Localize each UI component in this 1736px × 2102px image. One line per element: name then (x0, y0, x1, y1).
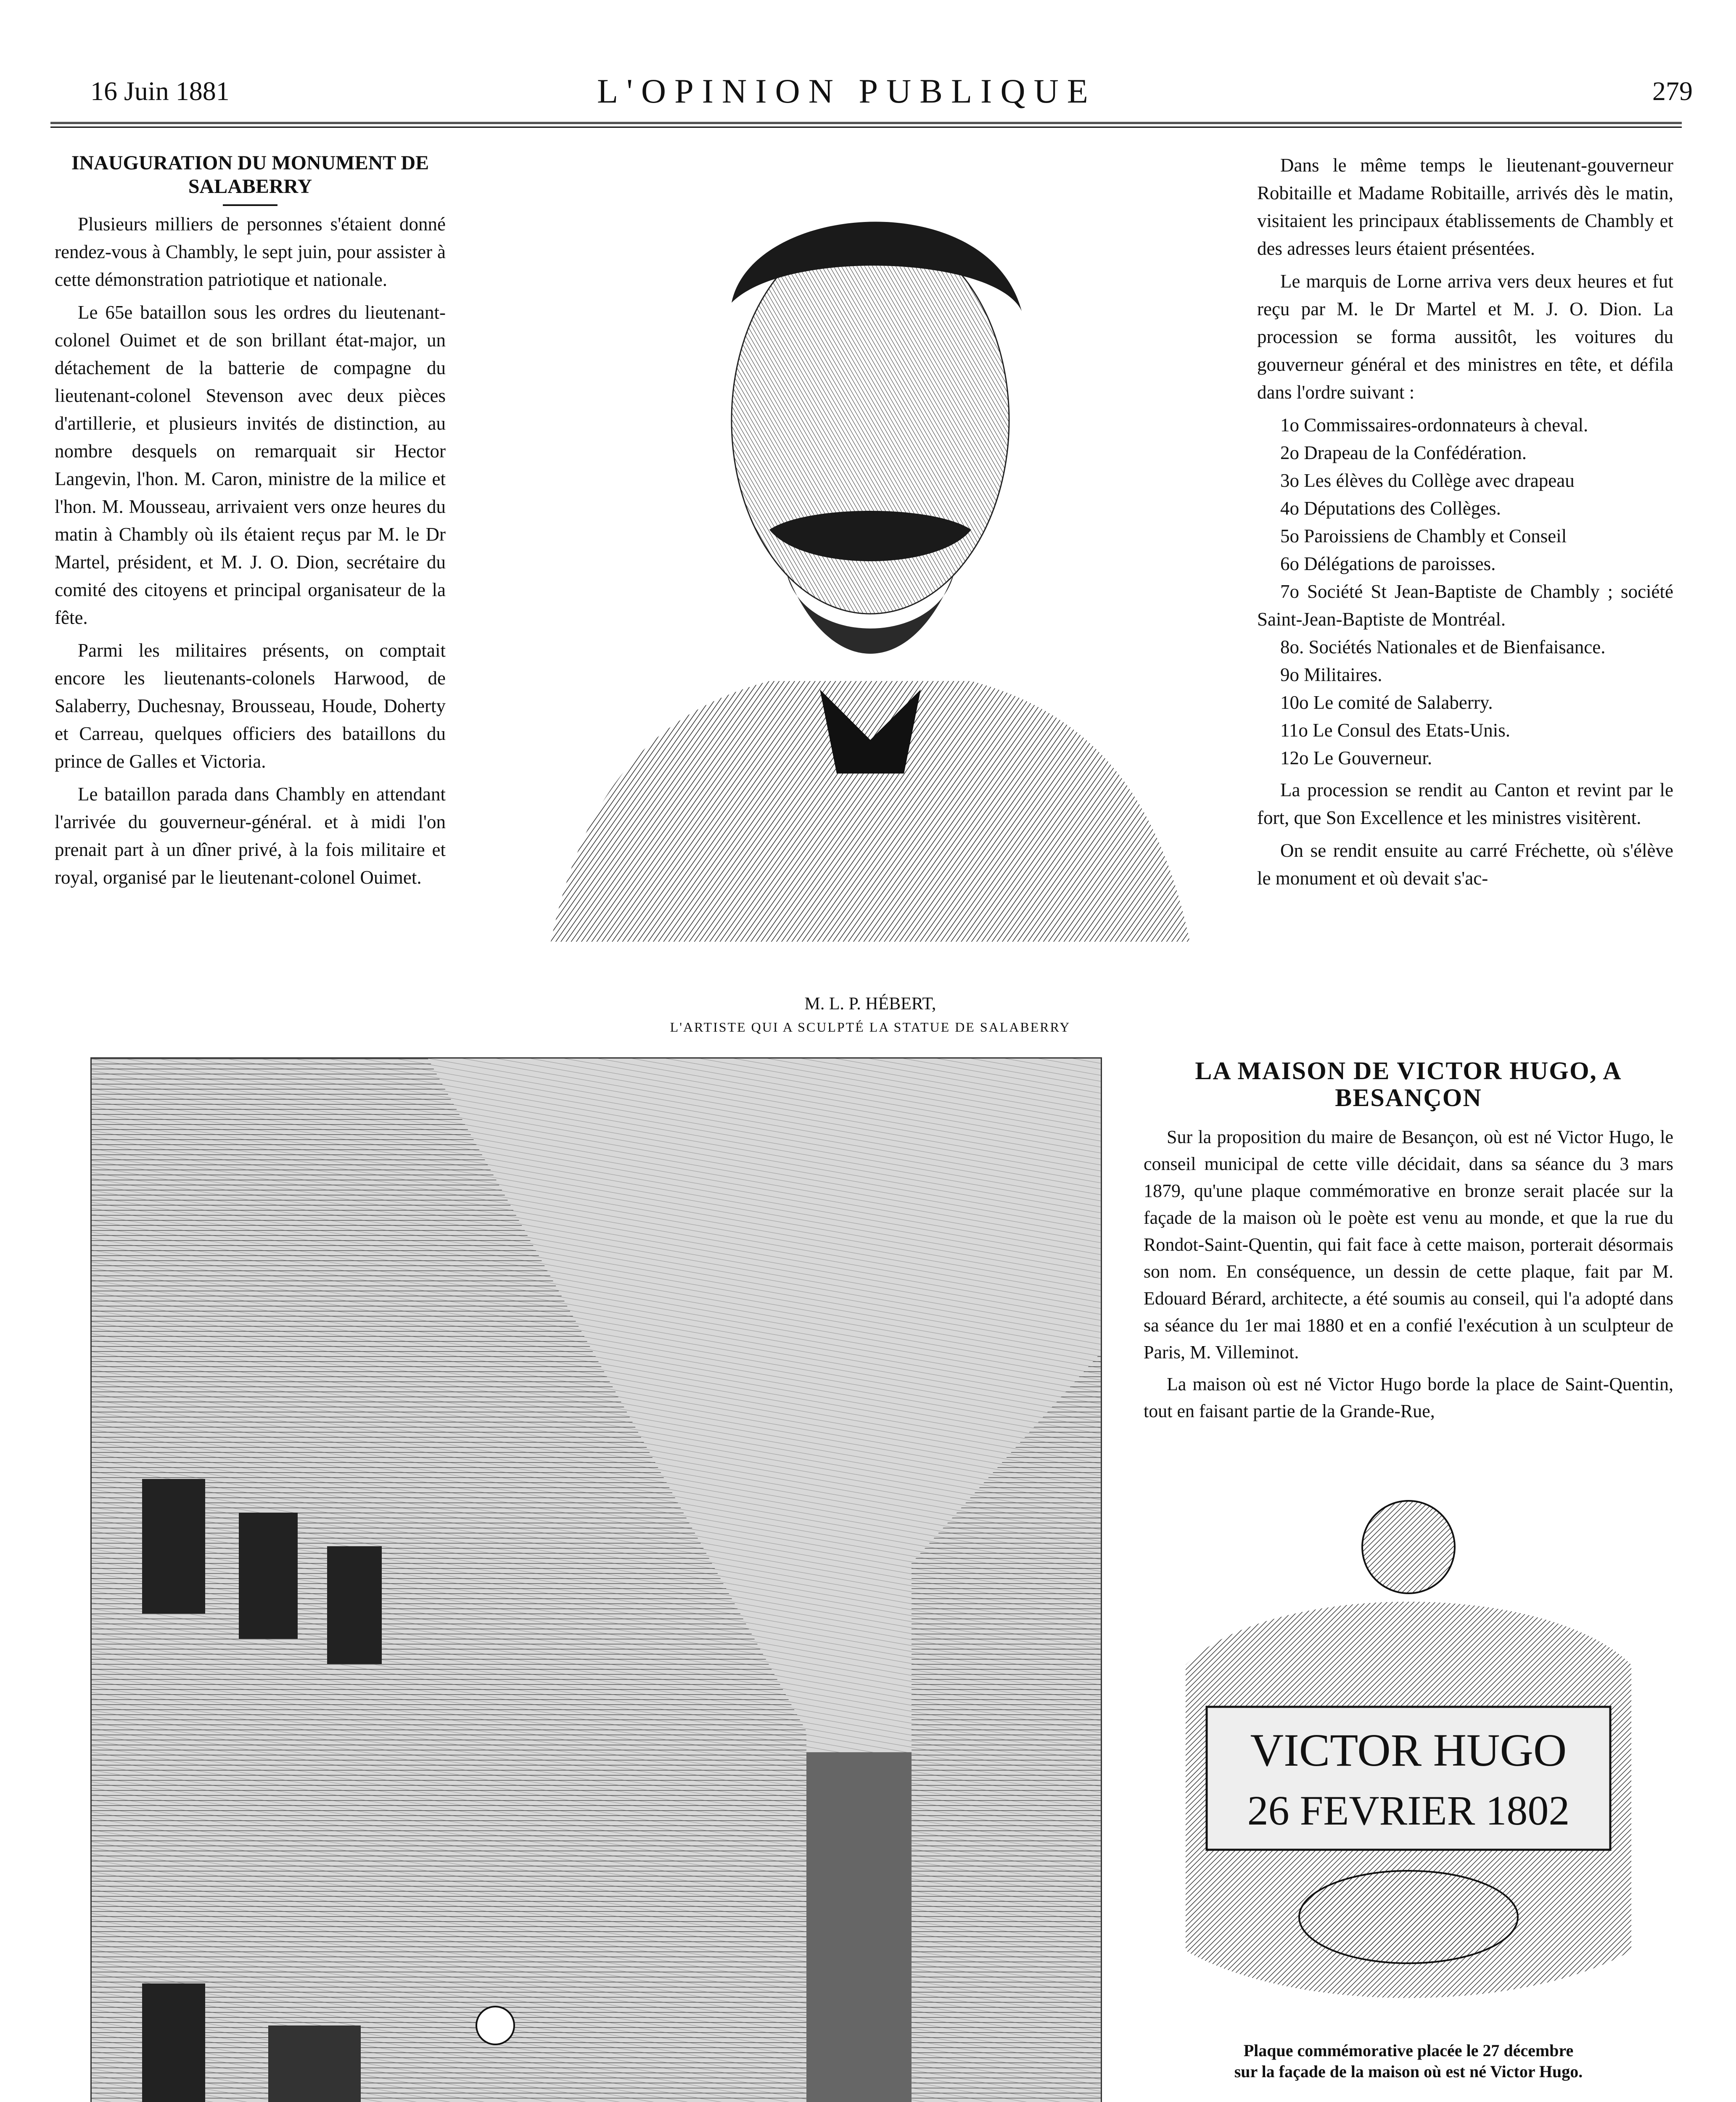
portrait-figure (534, 151, 1207, 975)
paragraph: Parmi les militaires présents, on comptait encore les lieutenants-colonels Harwood, de Salaberry, Duchesnay, Brousseau, Houde, Doherty et Carreau, quelques officiers des bataillons du prince de Galles et Victoria. (55, 640, 446, 772)
list-item: 2o Drapeau de la Confédération. (1280, 442, 1527, 463)
heading-divider (223, 204, 277, 206)
paragraph: Plusieurs milliers de personnes s'étaient donné rendez-vous à Chambly, le sept juin, pour assister à cette démonstration patriotique et nationale. (55, 214, 446, 290)
plaque-inscription-name: VICTOR HUGO (1250, 1724, 1567, 1776)
street-engraving (90, 1057, 1102, 2102)
list-item: 9o Militaires. (1280, 664, 1382, 685)
article-salaberry-column-right (1257, 151, 1673, 897)
issue-date: 16 Juin 1881 (90, 76, 230, 106)
street-scene (92, 1059, 1101, 2102)
paragraph: Le 65e bataillon sous les ordres du lieutenant-colonel Ouimet et de son brillant état-major, un détachement de la batterie de compagne du lieutenant-colonel Stevenson avec deux pièces d'artillerie, et plusieurs invités de distinction, au nombre desquels on remarquait sir Hector Langevin, l'hon. M. Caron, ministre de la milice et l'hon. M. Mousseau, arrivaient vers onze heures du matin à Chambly où ils étaient reçus par M. le Dr Martel, président, et M. J. O. Dion, secrétaire du comité des citoyens et principal organisateur de la fête. (55, 302, 446, 628)
page-number: 279 (1652, 76, 1693, 106)
paragraph: Dans le même temps le lieutenant-gouverneur Robitaille et Madame Robitaille, arrivés dès le matin, visitaient les principaux établissements de Chambly et des adresses leurs étaient présentées. (1257, 155, 1673, 259)
list-item: 6o Délégations de paroisses. (1280, 553, 1496, 574)
plaque-figure (1144, 1455, 1673, 2035)
portrait-caption-name: M. L. P. HÉBERT, (804, 994, 936, 1014)
article-victor-hugo-upper (1144, 1057, 1673, 1430)
list-item: 3o Les élèves du Collège avec drapeau (1280, 470, 1575, 491)
procession-list (1257, 411, 1673, 772)
article-heading: LA MAISON DE VICTOR HUGO, A BESANÇON (1195, 1057, 1622, 1112)
paragraph: Sur la proposition du maire de Besançon, où est né Victor Hugo, le conseil municipal de cette ville décidait, dans sa séance du 3 mars 1879, qu'une plaque commémorative en bronze serait placée sur la façade de la maison où le poète est venu au monde, et que la rue du Rondot-Saint-Quentin, qui fait face à cette maison, porterait désormais son nom. En conséquence, un dessin de cette plaque, fait par M. Edouard Bérard, architecte, a été soumis au conseil, qui l'a adopté dans sa séance du 1er mai 1880 et en a confié l'exécution à un sculpteur de Paris, M. Villeminot. (1144, 1127, 1673, 1363)
list-item: 8o. Sociétés Nationales et de Bienfaisance. (1280, 636, 1606, 658)
list-item: 11o Le Consul des Etats-Unis. (1280, 720, 1511, 741)
portrait-engraving (534, 151, 1207, 975)
paragraph: On se rendit ensuite au carré Fréchette, où s'élève le monument et où devait s'ac- (1257, 840, 1673, 889)
article-salaberry-column-left (55, 151, 446, 896)
list-item: 12o Le Gouverneur. (1280, 747, 1432, 768)
list-item: 10o Le comité de Salaberry. (1280, 692, 1493, 713)
article-heading: INAUGURATION DU MONUMENT DE SALABERRY (71, 152, 429, 198)
plaque-caption-line2: sur la façade de la maison où est né Victor Hugo. (1234, 2062, 1583, 2081)
paragraph: La procession se rendit au Canton et revint par le fort, que Son Excellence et les ministres visitèrent. (1257, 779, 1673, 828)
paragraph: Le bataillon parada dans Chambly en attendant l'arrivée du gouverneur-général. et à midi l'on prenait part à un dîner privé, à la fois militaire et royal, organisé par le lieutenant-colonel Ouimet. (55, 784, 446, 888)
paragraph: La maison où est né Victor Hugo borde la place de Saint-Quentin, tout en faisant partie de la Grande-Rue, (1144, 1374, 1673, 1421)
plaque-engraving (1144, 1455, 1673, 2035)
portrait-caption-sub: L'ARTISTE QUI A SCULPTÉ LA STATUE DE SALABERRY (670, 1019, 1071, 1035)
header-rule (50, 122, 1682, 128)
list-item: 7o Société St Jean-Baptiste de Chambly ; société Saint-Jean-Baptiste de Montréal. (1257, 581, 1673, 630)
plaque-caption-line1: Plaque commémorative placée le 27 décembre (1243, 2041, 1574, 2060)
list-item: 1o Commissaires-ordonnateurs à cheval. (1280, 415, 1588, 436)
list-item: 5o Paroissiens de Chambly et Conseil (1280, 526, 1567, 547)
paragraph: Le marquis de Lorne arriva vers deux heures et fut reçu par M. le Dr Martel et M. J. O. Dion. La procession se forma aussitôt, les voitures du gouverneur général et des ministres en tête, et défila dans l'ordre suivant : (1257, 271, 1673, 403)
plaque-inscription-date: 26 FEVRIER 1802 (1247, 1787, 1570, 1834)
newspaper-title: L'OPINION PUBLIQUE (597, 72, 1097, 110)
list-item: 4o Députations des Collèges. (1280, 498, 1501, 519)
